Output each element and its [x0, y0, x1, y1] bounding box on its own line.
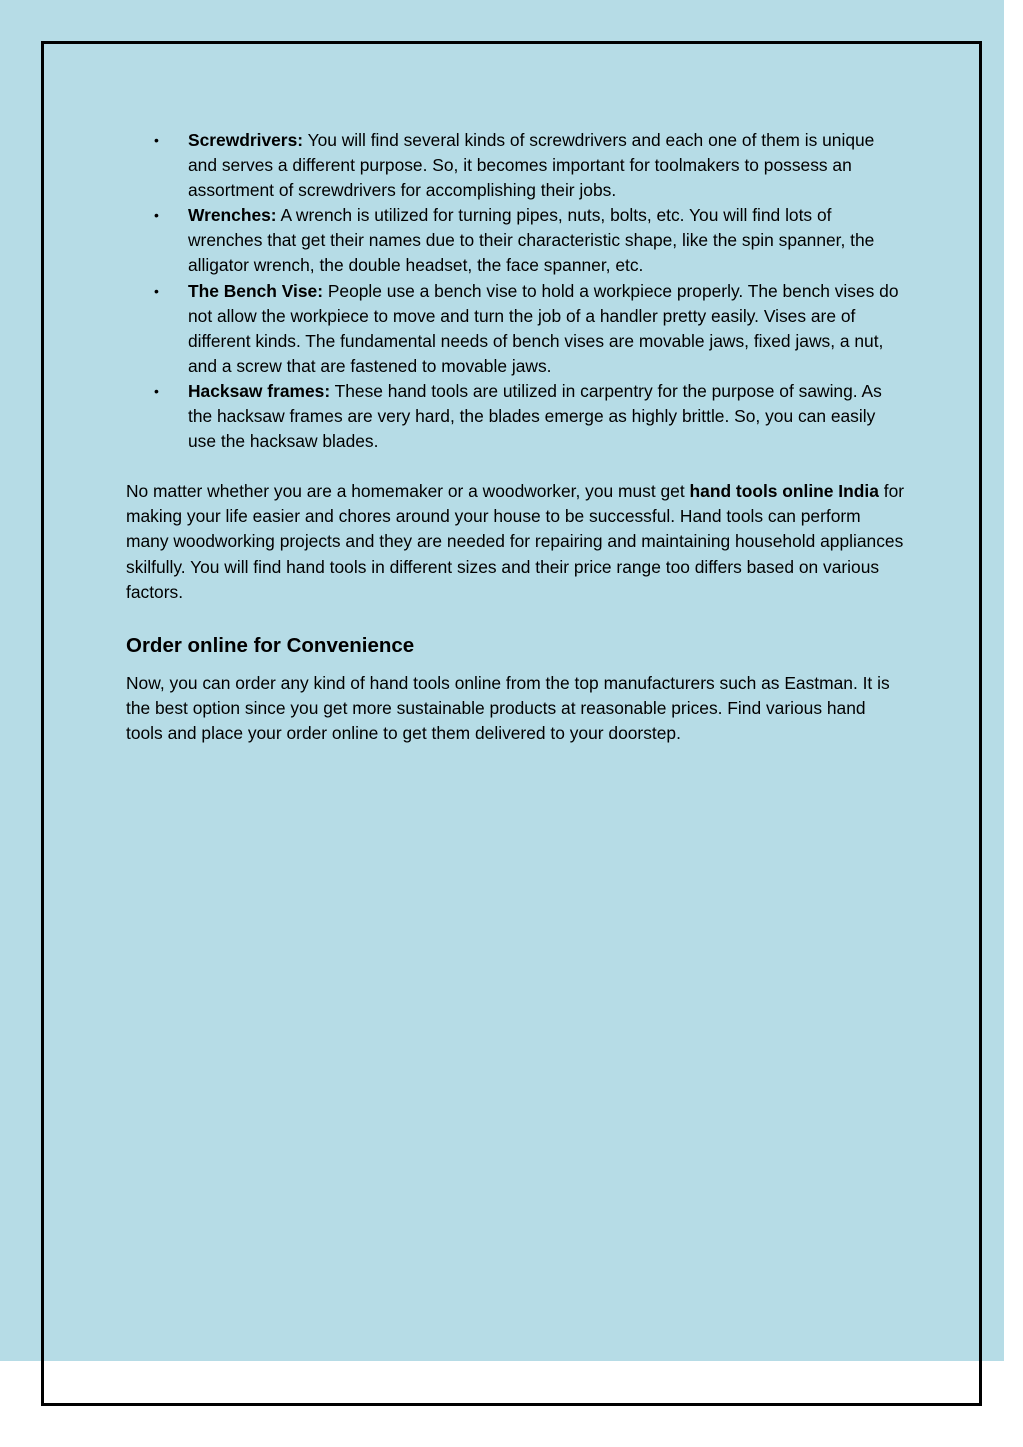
list-item [126, 128, 906, 203]
list-item [126, 379, 906, 454]
bullet-icon: • [154, 382, 159, 399]
bullet-icon: • [154, 132, 159, 148]
list-item-text: These hand tools are utilized in carpentry for the purpose of sawing. As the hacksaw frames are very hard, the blades emerge as highly brittle. So, you can easily use the hacksaw blades. [188, 380, 882, 452]
intro-paragraph [126, 479, 906, 604]
list-item-text: You will find several kinds of screwdrivers and each one of them is unique and serves a different purpose. So, it becomes important for toolmakers to possess an assortment of screwdrivers for accomplishing their jobs. [188, 130, 875, 201]
order-paragraph: Now, you can order any kind of hand tools online from the top manufacturers such as Eastman. It is the best option since you get more sustainable products at reasonable prices. Find various hand tools and place your order online to get them delivered to your doorstep. [126, 672, 890, 743]
list-item-term: The Bench Vise: [188, 280, 323, 301]
bullet-icon: • [154, 282, 159, 299]
list-item-term: Screwdrivers: [188, 130, 304, 150]
bullet-icon: • [154, 207, 159, 224]
paragraph-text: for making your life easier and chores around your house to be successful. Hand tools can perform many woodworking projects and they are needed for repairing and maintaining household appliances skilfully. You will find hand tools in different sizes and their price range too differs based on various factors. [126, 481, 905, 602]
list-item-text: People use a bench vise to hold a workpiece properly. The bench vises do not allow the workpiece to move and turn the job of a handler pretty easily. Vises are of different kinds. The fundamental needs of bench vises are movable jaws, fixed jaws, a nut, and a screw that are fastened to movable jaws. [188, 280, 899, 376]
list-item [126, 279, 906, 379]
list-item-term: Wrenches: [188, 205, 277, 226]
document-content [126, 128, 906, 746]
keyword-emphasis: hand tools online India [689, 481, 879, 502]
paragraph-text: No matter whether you are a homemaker or a woodworker, you must get [126, 481, 690, 502]
page-frame [41, 41, 982, 1406]
section-heading: Order online for Convenience [126, 633, 415, 657]
list-item-term: Hacksaw frames: [188, 380, 331, 401]
list-item [126, 203, 906, 278]
list-item-text: A wrench is utilized for turning pipes, nuts, bolts, etc. You will find lots of wrenches that get their names due to their characteristic shape, like the spin spanner, the alligator wrench, the double headset, the face spanner, etc. [188, 205, 875, 276]
tool-list [126, 128, 906, 454]
